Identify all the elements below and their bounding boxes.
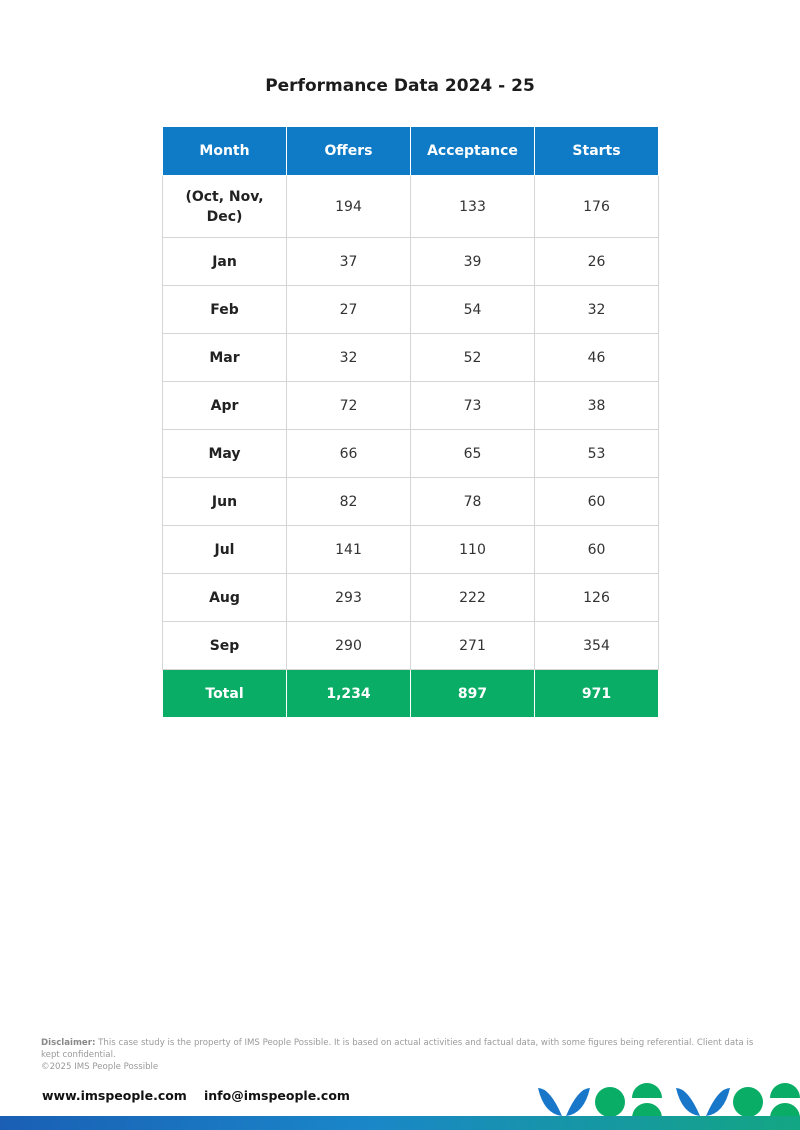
leaf-icon <box>676 1088 730 1116</box>
acceptance-cell: 39 <box>411 238 535 286</box>
footer-bar <box>0 1116 800 1130</box>
table-row <box>163 334 659 382</box>
circle-shape <box>595 1087 625 1117</box>
disclaimer-label: Disclaimer: <box>41 1038 96 1048</box>
decorative-shapes <box>536 1082 800 1118</box>
person-icon <box>770 1083 800 1118</box>
month-cell: Mar <box>163 334 287 382</box>
offers-cell: 37 <box>287 238 411 286</box>
header-starts: Starts <box>535 127 659 176</box>
acceptance-cell: 271 <box>411 622 535 670</box>
acceptance-cell: 65 <box>411 430 535 478</box>
month-cell: Apr <box>163 382 287 430</box>
acceptance-cell: 133 <box>411 176 535 238</box>
table-row <box>163 382 659 430</box>
table-row <box>163 238 659 286</box>
month-cell: Sep <box>163 622 287 670</box>
month-cell: Jul <box>163 526 287 574</box>
offers-cell: 66 <box>287 430 411 478</box>
offers-cell: 82 <box>287 478 411 526</box>
total-offers: 1,234 <box>287 670 411 718</box>
month-cell: May <box>163 430 287 478</box>
starts-cell: 60 <box>535 526 659 574</box>
table-row <box>163 526 659 574</box>
starts-cell: 53 <box>535 430 659 478</box>
acceptance-cell: 52 <box>411 334 535 382</box>
total-label: Total <box>163 670 287 718</box>
offers-cell: 194 <box>287 176 411 238</box>
starts-cell: 126 <box>535 574 659 622</box>
acceptance-cell: 222 <box>411 574 535 622</box>
table-row <box>163 176 659 238</box>
table-row <box>163 622 659 670</box>
starts-cell: 60 <box>535 478 659 526</box>
month-cell: Jan <box>163 238 287 286</box>
total-starts: 971 <box>535 670 659 718</box>
acceptance-cell: 73 <box>411 382 535 430</box>
total-row <box>163 670 659 718</box>
month-cell <box>163 176 287 238</box>
header-offers: Offers <box>287 127 411 176</box>
acceptance-cell: 78 <box>411 478 535 526</box>
starts-cell: 26 <box>535 238 659 286</box>
table-row <box>163 478 659 526</box>
person-icon <box>632 1083 662 1118</box>
header-month: Month <box>163 127 287 176</box>
total-acceptance: 897 <box>411 670 535 718</box>
month-cell: Jun <box>163 478 287 526</box>
offers-cell: 27 <box>287 286 411 334</box>
table-row <box>163 286 659 334</box>
month-cell: Feb <box>163 286 287 334</box>
page-title: Performance Data 2024 - 25 <box>265 76 535 96</box>
table-row <box>163 574 659 622</box>
table-row <box>163 430 659 478</box>
month-cell: Aug <box>163 574 287 622</box>
starts-cell: 32 <box>535 286 659 334</box>
performance-table <box>162 126 659 718</box>
starts-cell: 176 <box>535 176 659 238</box>
offers-cell: 141 <box>287 526 411 574</box>
disclaimer-text: This case study is the property of IMS People Possible. It is based on actual activities and factual data, with some figures being referential. Client data is kept confidential. <box>41 1038 754 1060</box>
offers-cell: 293 <box>287 574 411 622</box>
starts-cell: 46 <box>535 334 659 382</box>
offers-cell: 290 <box>287 622 411 670</box>
email-link[interactable]: info@imspeople.com <box>204 1088 350 1103</box>
disclaimer <box>41 1037 763 1073</box>
circle-shape <box>733 1087 763 1117</box>
header-acceptance: Acceptance <box>411 127 535 176</box>
starts-cell: 354 <box>535 622 659 670</box>
offers-cell: 72 <box>287 382 411 430</box>
starts-cell: 38 <box>535 382 659 430</box>
acceptance-cell: 54 <box>411 286 535 334</box>
month-label: (Oct, Nov, Dec) <box>185 188 264 225</box>
offers-cell: 32 <box>287 334 411 382</box>
website-link[interactable]: www.imspeople.com <box>42 1088 187 1103</box>
table-header-row <box>163 127 659 176</box>
copyright: ©2025 IMS People Possible <box>41 1062 159 1072</box>
acceptance-cell: 110 <box>411 526 535 574</box>
leaf-icon <box>538 1088 590 1116</box>
